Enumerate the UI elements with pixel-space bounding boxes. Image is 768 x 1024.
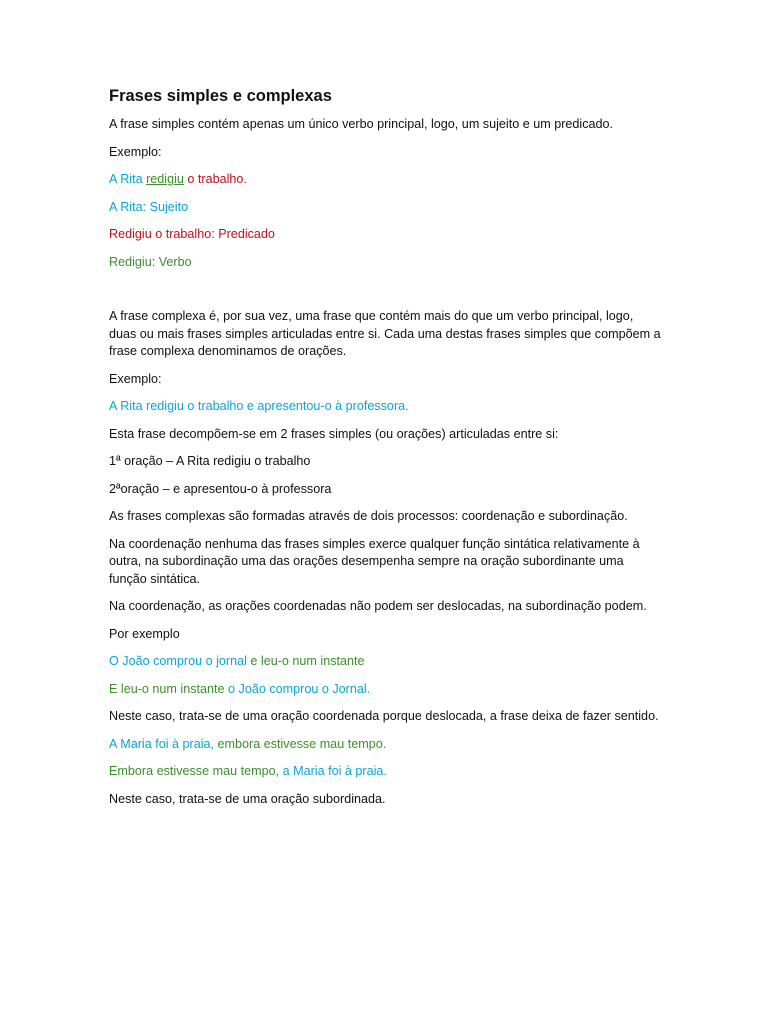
- verbo-line: Redigiu: Verbo: [109, 254, 192, 269]
- example-verb: redigiu: [146, 172, 184, 186]
- subordinada-1-part-2: embora estivesse mau tempo.: [214, 736, 387, 751]
- coordenada-1-part-2: e leu-o num instante: [246, 654, 365, 668]
- subordinada-1-part-1: A Maria foi à praia,: [109, 736, 214, 751]
- por-exemplo-label: Por exemplo: [109, 626, 180, 641]
- paragraph-coordenada-conclusao: Neste caso, trata-se de uma oração coordenada porque deslocada, a frase deixa de fazer sentido.: [109, 709, 659, 723]
- spacer: [109, 281, 661, 308]
- sujeito-line: A Rita: Sujeito: [109, 199, 189, 214]
- paragraph-subordinada-conclusao: Neste caso, trata-se de uma oração subordinada.: [109, 791, 386, 806]
- example-sentence-1: [109, 171, 661, 189]
- coordenada-example-1: [109, 653, 661, 671]
- predicado-line: Redigiu o trabalho: Predicado: [109, 227, 275, 241]
- oracao-2-line: 2ªoração – e apresentou-o à professora: [109, 481, 332, 496]
- paragraph-frase-simples: A frase simples contém apenas um único verbo principal, logo, um sujeito e um predicado.: [109, 117, 614, 131]
- subordinada-2-part-2: a Maria foi à praia.: [279, 764, 387, 778]
- example-subject: A Rita: [109, 172, 143, 186]
- oracao-1-line: 1ª oração – A Rita redigiu o trabalho: [109, 454, 311, 468]
- subordinada-example-1: [109, 736, 661, 754]
- coordenada-2-part-1: E leu-o num instante: [109, 681, 225, 696]
- example-rest: o trabalho.: [187, 172, 247, 186]
- document-page: [109, 84, 661, 818]
- coordenada-2-part-2: o João comprou o Jornal.: [224, 681, 371, 696]
- paragraph-decomposicao: Esta frase decompõem-se em 2 frases simples (ou orações) articuladas entre si:: [109, 426, 559, 441]
- subordinada-example-2: [109, 763, 661, 781]
- coordenada-example-2: [109, 681, 661, 699]
- paragraph-processos: As frases complexas são formadas através de dois processos: coordenação e subordinação.: [109, 509, 628, 523]
- paragraph-deslocacao: Na coordenação, as orações coordenadas não podem ser deslocadas, na subordinação podem.: [109, 599, 647, 613]
- example-sentence-2: A Rita redigiu o trabalho e apresentou-o à professora.: [109, 399, 409, 413]
- paragraph-frase-complexa: A frase complexa é, por sua vez, uma frase que contém mais do que um verbo principal, logo, duas ou mais frases simples articuladas entre si. Cada uma destas frases simples que compõem a frase complexa denominamos de orações.: [109, 309, 661, 358]
- paragraph-coordenacao: Na coordenação nenhuma das frases simples exerce qualquer função sintática relativamente à outra, na subordinação uma das orações desempenha sempre na oração subordinante uma função sintática.: [109, 536, 640, 586]
- subordinada-2-part-1: Embora estivesse mau tempo,: [109, 764, 280, 778]
- coordenada-1-part-1: O João comprou o jornal: [109, 654, 247, 668]
- exemplo-label-1: Exemplo:: [109, 144, 162, 159]
- exemplo-label-2: Exemplo:: [109, 371, 162, 386]
- page-title: Frases simples e complexas: [109, 87, 332, 105]
